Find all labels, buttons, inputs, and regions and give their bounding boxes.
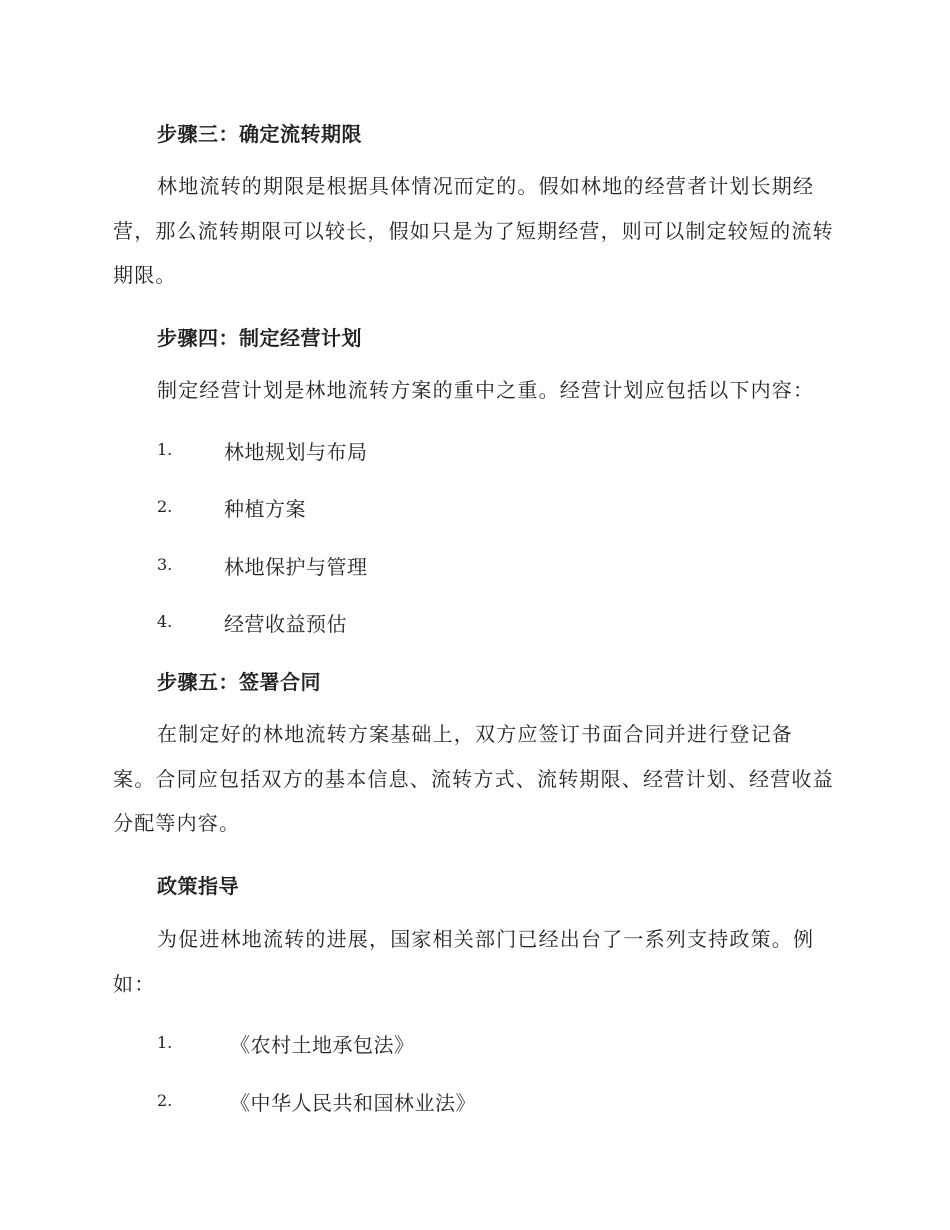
section-heading-policy: 政策指导 <box>157 874 239 898</box>
list-item-number: 4. <box>157 612 173 631</box>
list-item-text: 林地保护与管理 <box>224 555 368 579</box>
list-item-text: 《农村土地承包法》 <box>230 1033 415 1057</box>
list-item-number: 2. <box>157 1091 173 1110</box>
section-heading-step5: 步骤五：签署合同 <box>157 670 321 694</box>
list-item-text: 林地规划与布局 <box>224 440 368 464</box>
list-item-number: 3. <box>157 555 173 574</box>
list-item-text: 种植方案 <box>224 497 306 521</box>
paragraph-text: 林地流转的期限是根据具体情况而定的。假如林地的经营者计划长期经营，那么流转期限可以较长，假如只是为了短期经营，则可以制定较短的流转期限。 <box>113 174 834 287</box>
section-paragraph-step5 <box>113 712 835 846</box>
list-item-text: 经营收益预估 <box>224 612 347 636</box>
section-heading-step3: 步骤三：确定流转期限 <box>157 122 362 146</box>
paragraph-text: 制定经营计划是林地流转方案的重中之重。经营计划应包括以下内容： <box>157 378 815 402</box>
section-paragraph-policy <box>113 917 835 1006</box>
list-item-number: 2. <box>157 497 173 516</box>
paragraph-text: 为促进林地流转的进展，国家相关部门已经出台了一系列支持政策。例如： <box>113 927 815 996</box>
paragraph-text: 在制定好的林地流转方案基础上，双方应签订书面合同并进行登记备案。合同应包括双方的基本信息、流转方式、流转期限、经营计划、经营收益分配等内容。 <box>113 722 834 835</box>
list-item-number: 1. <box>157 1033 173 1052</box>
list-item-text: 《中华人民共和国林业法》 <box>230 1091 476 1115</box>
section-paragraph-step3 <box>113 164 835 298</box>
section-heading-step4: 步骤四：制定经营计划 <box>157 326 362 350</box>
list-item-number: 1. <box>157 440 173 459</box>
section-paragraph-step4 <box>113 368 835 413</box>
